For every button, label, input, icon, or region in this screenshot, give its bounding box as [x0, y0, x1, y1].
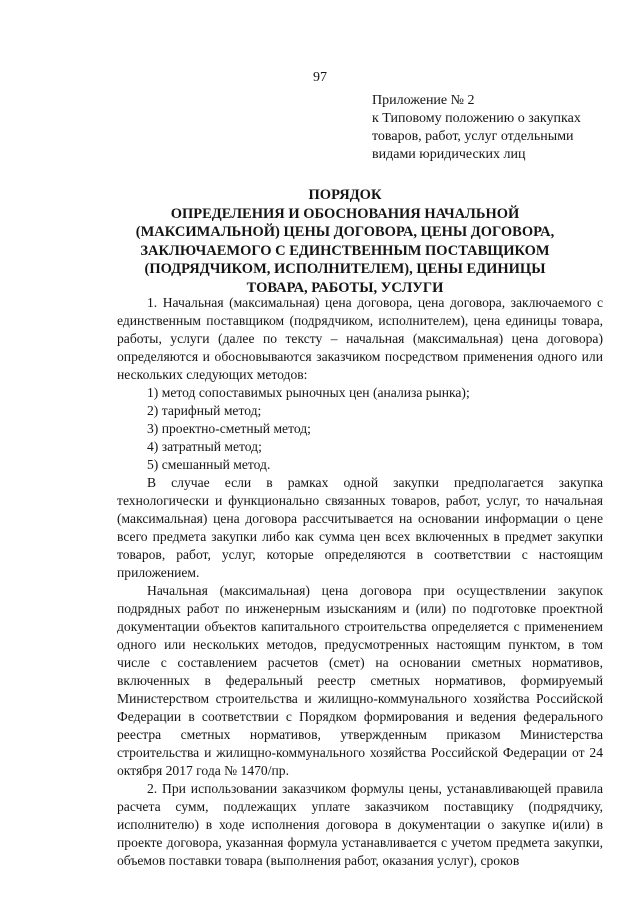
method-item: 5) смешанный метод. — [147, 457, 271, 472]
paragraph-4: 2. При использовании заказчиком формулы цены, устанавливающей правила расчета сумм, подлежащих уплате заказчиком поставщику (подрядчику, исполнителю) в ходе исполнения договора в документации о закупке и(или) в проекте договора, указанная формула устанавливается с учетом предмета закупки, объемов поставки товара (выполнения работ, оказания услуг), сроков — [117, 781, 603, 868]
title-line: ПОРЯДОК — [308, 187, 382, 203]
appendix-line: видами юридических лиц — [372, 147, 526, 162]
title-line: ЗАКЛЮЧАЕМОГО С ЕДИНСТВЕННЫМ ПОСТАВЩИКОМ — [140, 242, 550, 259]
title-line: ТОВАРА, РАБОТЫ, УСЛУГИ — [246, 279, 444, 296]
appendix-line: товаров, работ, услуг отдельными — [372, 129, 574, 144]
method-item: 3) проектно-сметный метод; — [147, 421, 311, 436]
appendix-line: Приложение № 2 — [372, 93, 475, 108]
page-number: 97 — [313, 70, 327, 85]
title-line: (ПОДРЯДЧИКОМ, ИСПОЛНИТЕЛЕМ), ЦЕНЫ ЕДИНИЦЫ — [144, 261, 546, 277]
title-line: (МАКСИМАЛЬНОЙ) ЦЕНЫ ДОГОВОРА, ЦЕНЫ ДОГОВОРА, — [135, 224, 555, 240]
document-body — [117, 294, 603, 870]
title-line: ОПРЕДЕЛЕНИЯ И ОБОСНОВАНИЯ НАЧАЛЬНОЙ — [170, 205, 520, 222]
paragraph-2: В случае если в рамках одной закупки предполагается закупка технологически и функционально связанных товаров, работ, услуг, то начальная (максимальная) цена договора рассчитывается на основании информации о цене всего предмета закупки либо как сумма цен всех включенных в предмет закупки товаров, работ, услуг, которые определяются в соответствии с настоящим приложением. — [117, 475, 603, 580]
paragraph-3: Начальная (максимальная) цена договора при осуществлении закупок подрядных работ по инженерным изысканиям и (или) по подготовке проектной документации объектов капитального строительства определяется с применением одного или нескольких методов, предусмотренных настоящим пунктом, в том числе с составлением расчетов (смет) на основании сметных нормативов, включенных в федеральный реестр сметных нормативов, формируемый Министерством строительства и жилищно-коммунального хозяйства Российской Федерации в соответствии с Порядком формирования и ведения федерального реестра сметных нормативов, утвержденным приказом Министерства строительства и жилищно-коммунального хозяйства Российской Федерации от 24 октября 2017 года № 1470/пр. — [117, 583, 603, 778]
appendix-header — [372, 92, 622, 164]
method-item: 2) тарифный метод; — [147, 403, 262, 418]
paragraph-1: 1. Начальная (максимальная) цена договора, цена договора, заключаемого с единственным поставщиком (подрядчиком, исполнителем), цена единицы товара, работы, услуги (далее по тексту – начальная (максимальная) цена договора) определяются и обосновываются заказчиком посредством применения одного или нескольких следующих методов: — [117, 295, 603, 382]
method-item: 4) затратный метод; — [147, 439, 262, 454]
document-title — [100, 186, 590, 297]
appendix-line: к Типовому положению о закупках — [372, 111, 581, 126]
method-item: 1) метод сопоставимых рыночных цен (анализа рынка); — [147, 385, 470, 400]
